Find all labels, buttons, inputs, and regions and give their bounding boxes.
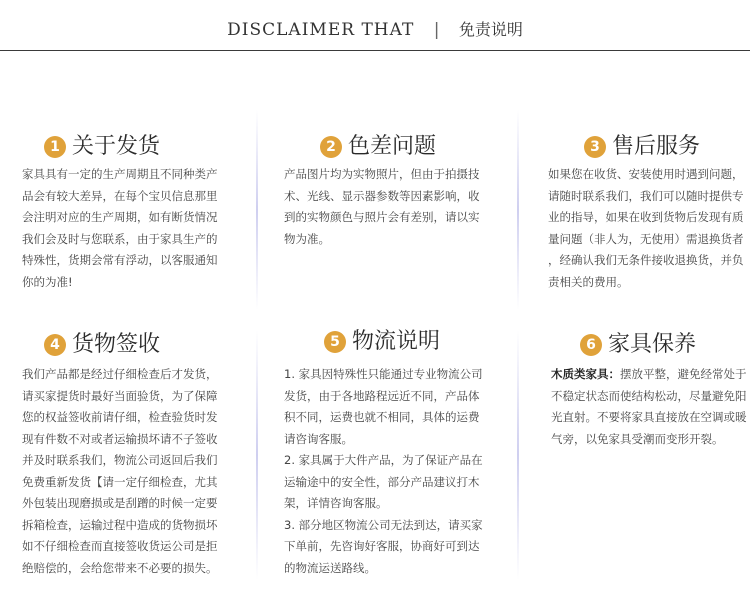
text-line: 的物流运送路线。 [284, 560, 376, 575]
text-line: 气旁，以免家具受潮而变形开裂。 [551, 431, 724, 446]
text-line: 3. 部分地区物流公司无法到达，请买家 [284, 517, 483, 532]
column-divider [517, 330, 519, 580]
text-line: 责相关的费用。 [548, 274, 629, 289]
text-line: 您的权益签收前请仔细，检查验货时发 [22, 410, 218, 424]
text-line: 特殊性，货期会常有浮动，以客服通知 [22, 253, 218, 267]
text-line: 如果您在收货、安装使用时遇到问题， [548, 167, 744, 181]
text-line: 物为准。 [284, 231, 330, 246]
wood-furniture-label: 木质类家具： [551, 367, 620, 381]
section-title: 关于发货 [72, 134, 161, 159]
section-title: 色差问题 [348, 134, 437, 159]
text-line: 会注明对应的生产周期，如有断货情况 [22, 210, 218, 224]
text-line: 现有件数不对或者运输损坏请不子签收 [22, 431, 218, 446]
text-line: 运输途中的安全性，部分产品建议打木 [284, 474, 480, 489]
number-badge: 3 [584, 136, 606, 158]
text-line: ，经确认我们无条件接收退换货，并负 [548, 253, 744, 267]
text-line: 积不同，运费也就不相同，具体的运费 [284, 410, 480, 424]
text-line: 下单前，先咨询好客服，协商好可到达 [284, 539, 480, 553]
section-text [548, 164, 750, 293]
section-text [551, 364, 750, 450]
section-title: 货物签收 [72, 332, 161, 357]
number-badge: 4 [44, 334, 66, 356]
column-divider [517, 110, 519, 310]
section-title: 物流说明 [352, 329, 441, 354]
title-chinese: 免责说明 [458, 20, 523, 39]
text-line: 量问题（非人为，无使用）需退换货者 [548, 231, 744, 246]
text-line: 不稳定状态而使结构松动，尽量避免阳 [551, 388, 747, 403]
number-badge: 5 [324, 331, 346, 353]
text-line: 免费重新发货【请一定仔细检查，尤其 [22, 474, 218, 489]
text-line: 并及时联系我们，物流公司返回后我们 [22, 453, 218, 467]
section-text [284, 364, 502, 579]
text-line: 请随时联系我们，我们可以随时提供专 [548, 188, 744, 203]
number-badge: 1 [44, 136, 66, 158]
text-line: 光直射。不要将家具直接放在空调或暖 [551, 410, 747, 424]
section-text [22, 164, 240, 293]
header-bar [0, 0, 750, 51]
title-separator: | [433, 20, 440, 40]
text-line: 你的为准! [22, 274, 73, 289]
section-text [284, 164, 502, 250]
text-line: 到的实物颜色与照片会有差别，请以实 [284, 210, 480, 224]
section-text [22, 364, 240, 579]
text-line: 业的指导，如果在收到货物后发现有质 [548, 210, 744, 224]
text-line: 如不仔细检查而直接签收货运公司是拒 [22, 539, 218, 553]
text-line: 术、光线、显示器参数等因素影响，收 [284, 188, 480, 203]
section-title: 售后服务 [612, 134, 701, 159]
text-line: 我们会及时与您联系，由于家具生产的 [22, 231, 218, 246]
text-line: 发货，由于各地路程远近不同，产品体 [284, 388, 480, 403]
text-line [551, 364, 750, 386]
text-line: 绝赔偿的，会给您带来不必要的损失。 [22, 560, 218, 575]
text-line: 品会有较大差异，在每个宝贝信息那里 [22, 188, 218, 203]
text-line: 产品图片均为实物照片，但由于拍摄技 [284, 167, 480, 181]
text-line: 1. 家具因特殊性只能通过专业物流公司 [284, 367, 483, 381]
column-divider [256, 110, 258, 310]
text-line: 家具具有一定的生产周期且不同种类产 [22, 167, 218, 181]
section-title: 家具保养 [608, 332, 697, 357]
text-line: 拆箱检查，运输过程中造成的货物损坏 [22, 517, 218, 532]
number-badge: 2 [320, 136, 342, 158]
title-english: DISCLAIMER THAT [227, 20, 415, 40]
text-line: 架，详情咨询客服。 [284, 496, 388, 510]
number-badge: 6 [580, 334, 602, 356]
text-line: 2. 家具属于大件产品，为了保证产品在 [284, 453, 483, 467]
text-line: 我们产品都是经过仔细检查后才发货， [22, 367, 218, 381]
text-line: 请咨询客服。 [284, 431, 353, 446]
text-line: 请买家提货时最好当面验货，为了保障 [22, 388, 218, 403]
column-divider [256, 330, 258, 580]
text-line: 外包装出现磨损或是刮蹭的时候一定要 [22, 496, 218, 510]
page-title [0, 17, 750, 40]
text-line-rest: 摆放平整，避免经常处于 [620, 367, 747, 381]
